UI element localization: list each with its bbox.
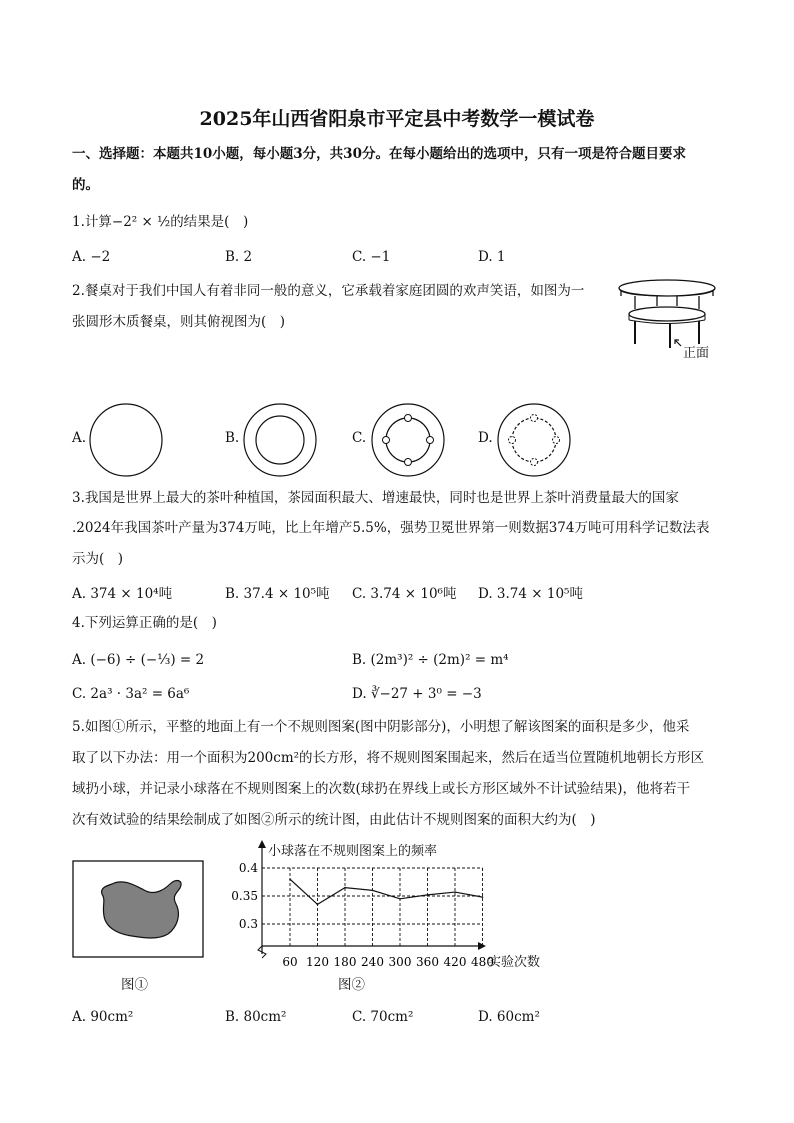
y-tick-label: 0.4 xyxy=(238,861,258,875)
q2-option-b-label[interactable]: B. xyxy=(225,430,240,446)
section-heading-line1: 一、选择题：本题共10小题，每小题3分，共30分。在每小题给出的选项中，只有一项是符合题目要求 xyxy=(72,146,686,162)
figure-2-frequency-chart xyxy=(228,836,558,976)
q4-option-a[interactable]: A. (−6) ÷ (−⅓) = 2 xyxy=(72,652,205,668)
x-tick-label: 240 xyxy=(361,955,384,969)
q5-option-a[interactable]: A. 90cm² xyxy=(72,1009,134,1025)
q1-option-b[interactable]: B. 2 xyxy=(225,249,253,265)
q4-option-c[interactable]: C. 2a³ · 3a² = 6a⁶ xyxy=(72,686,190,702)
question-2-line1: 2.餐桌对于我们中国人有着非同一般的意义，它承载着家庭团圆的欢声笑语，如图为一 xyxy=(72,283,585,299)
q1-expression: −2² × ½ xyxy=(111,214,171,230)
chart-y-label: 小球落在不规则图案上的频率 xyxy=(268,844,438,859)
question-5-line1: 5.如图①所示，平整的地面上有一个不规则图案(图中阴影部分)，小明想了解该图案的面积是多少，他采 xyxy=(72,719,690,735)
round-table-figure xyxy=(615,278,725,366)
question-3-line3: 示为( ) xyxy=(72,551,124,567)
q5-option-c[interactable]: C. 70cm² xyxy=(352,1009,414,1025)
q2-option-a-figure[interactable] xyxy=(86,402,166,482)
q2-option-b-figure[interactable] xyxy=(240,402,320,482)
q3-option-a[interactable]: A. 374 × 10⁴吨 xyxy=(72,586,173,602)
q4-option-b[interactable]: B. (2m³)² ÷ (2m)² = m⁴ xyxy=(352,652,509,668)
figure-2-caption: 图② xyxy=(338,977,365,993)
figure-1-irregular-shape xyxy=(72,860,206,960)
x-tick-label: 480 xyxy=(471,955,494,969)
question-1-stem: 1.计算−2² × ½的结果是( ) xyxy=(72,214,249,230)
q4-option-d[interactable]: D. ∛−27 + 3⁰ = −3 xyxy=(352,686,482,702)
q2-option-c-figure[interactable] xyxy=(368,402,448,482)
question-2-line2: 张圆形木质餐桌，则其俯视图为( ) xyxy=(72,314,286,330)
question-5-line2: 取了以下办法：用一个面积为200cm²的长方形，将不规则图案围起来，然后在适当位置随机地朝长方形区 xyxy=(72,750,705,766)
section-heading-line2: 的。 xyxy=(72,177,99,193)
x-tick-label: 120 xyxy=(306,955,329,969)
x-tick-label: 180 xyxy=(333,955,357,969)
exam-title: 2025年山西省阳泉市平定县中考数学一模试卷 xyxy=(199,108,595,130)
q2-option-d-label[interactable]: D. xyxy=(478,430,493,446)
y-tick-label: 0.35 xyxy=(231,889,258,903)
x-axis-arrow xyxy=(478,942,486,950)
q1-option-c[interactable]: C. −1 xyxy=(352,249,391,265)
question-4-stem: 4.下列运算正确的是( ) xyxy=(72,615,217,631)
frequency-series-line xyxy=(290,879,483,904)
q3-option-d[interactable]: D. 3.74 × 10⁵吨 xyxy=(478,586,583,602)
q2-option-c-label[interactable]: C. xyxy=(352,430,367,446)
question-5-line3: 域扔小球，并记录小球落在不规则图案上的次数(球扔在界线上或长方形区域外不计试验结果)，他将若干 xyxy=(72,781,691,797)
q1-option-d[interactable]: D. 1 xyxy=(478,249,506,265)
question-5-line4: 次有效试验的结果绘制成了如图②所示的统计图，由此估计不规则图案的面积大约为( ) xyxy=(72,812,596,828)
q1-option-a[interactable]: A. −2 xyxy=(72,249,111,265)
x-tick-label: 420 xyxy=(443,955,467,969)
q5-option-b[interactable]: B. 80cm² xyxy=(225,1009,287,1025)
question-3-line1: 3.我国是世界上最大的茶叶种植国，茶园面积最大、增速最快，同时也是世界上茶叶消费量最大的国家 xyxy=(72,490,679,506)
chart-x-label: 实验次数 xyxy=(488,955,541,970)
y-tick-label: 0.3 xyxy=(238,917,258,931)
q3-option-b[interactable]: B. 37.4 × 10⁵吨 xyxy=(225,586,330,602)
q5-option-d[interactable]: D. 60cm² xyxy=(478,1009,540,1025)
x-tick-label: 60 xyxy=(282,955,298,969)
figure-1-caption: 图① xyxy=(121,977,148,993)
q3-option-c[interactable]: C. 3.74 × 10⁶吨 xyxy=(352,586,457,602)
front-label: 正面 xyxy=(683,346,710,361)
y-axis-arrow xyxy=(258,840,266,848)
q2-option-a-label[interactable]: A. xyxy=(72,430,87,446)
x-tick-label: 360 xyxy=(416,955,439,969)
q2-option-d-figure[interactable] xyxy=(494,402,574,482)
x-tick-label: 300 xyxy=(388,955,412,969)
question-3-line2: .2024年我国茶叶产量为374万吨，比上年增产5.5%，强势卫冕世界第一则数据374万吨可用科学记数法表 xyxy=(72,520,710,536)
